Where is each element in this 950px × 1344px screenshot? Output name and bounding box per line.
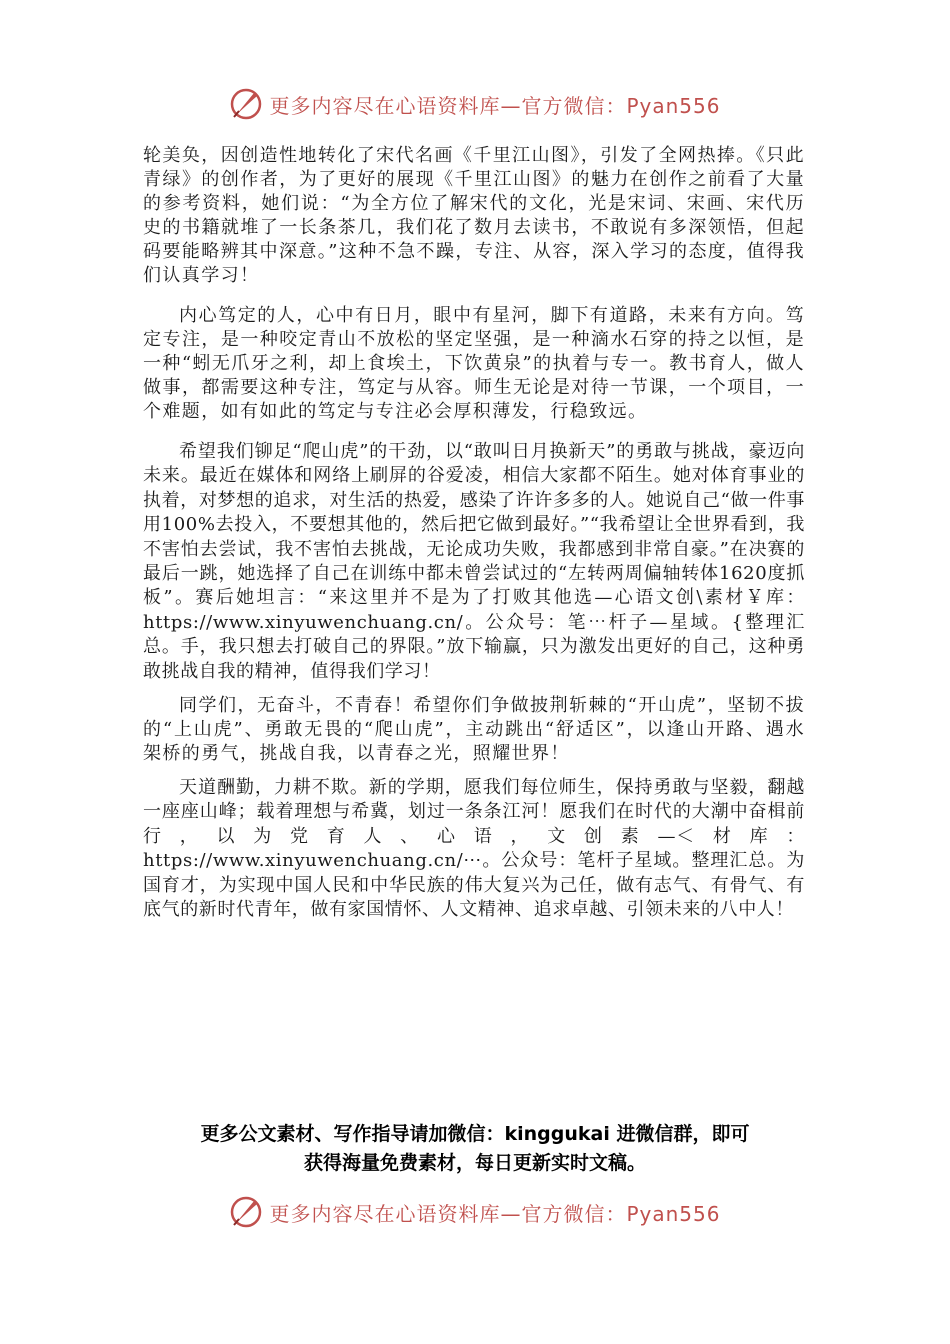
quill-logo-icon [229, 87, 263, 121]
paragraph-4: 同学们，无奋斗，不青春！希望你们争做披荆斩棘的“开山虎”，坚韧不拔的“上山虎”、勇敢无畏的“爬山虎”，主动跳出“舒适区”，以逢山开路、遇水架桥的勇气，挑战自我，以青春之光，照耀世界！ [143, 695, 805, 765]
paragraph-2: 内心笃定的人，心中有日月，眼中有星河，脚下有道路，未来有方向。笃定专注，是一种咬定青山不放松的坚定坚强，是一种滴水石穿的持之以恒，是一种“蚓无爪牙之利，却上食埃土，下饮黄泉”的执着与专一。教书育人，做人做事，都需要这种专注，笃定与从容。师生无论是对待一节课，一个项目，一个难题，如有如此的笃定与专注必会厚积薄发，行稳致远。 [143, 305, 805, 422]
quill-logo-icon [229, 1195, 263, 1229]
footer-banner [0, 1192, 950, 1232]
article-body [143, 144, 805, 933]
paragraph-3: 希望我们铆足“爬山虎”的干劲，以“敢叫日月换新天”的勇敢与挑战，豪迈向未来。最近在媒体和网络上刷屏的谷爱凌，相信大家都不陌生。她对体育事业的执着，对梦想的追求，对生活的热爱，感染了许许多多的人。她说自己“做一件事用100%去投入，不要想其他的，然后把它做到最好。”“我希望让全世界看到，我不害怕去尝试，我不害怕去挑战，无论成功失败，我都感到非常自豪。”在决赛的最后一跳，她选择了自己在训练中都未曾尝试过的“左转两周偏轴转体1620度抓板”。赛后她坦言：“来这里并不是为了打败其他选—心语文创\素材￥库：https://www.xinyuwenchuang.cn/。公众号：笔⋯杆子—星域。{整理汇总。手，我只想去打破自己的界限。”放下输赢，只为激发出更好的自己，这种勇敢挑战自我的精神，值得我们学习！ [143, 441, 805, 682]
header-banner [0, 84, 950, 124]
footer-note-line-1: 更多公文素材、写作指导请加微信：kinggukai 进微信群，即可 [200, 1123, 750, 1145]
paragraph-5: 天道酬勤，力耕不欺。新的学期，愿我们每位师生，保持勇敢与坚毅，翻越一座座山峰；载着理想与希冀，划过一条条江河！愿我们在时代的大潮中奋楫前行，以为党育人、心语，文创素—＜材库：https://www.xinyuwenchuang.cn/⋯。公众号：笔杆子星域。整理汇总。为国育才，为实现中国人民和中华民族的伟大复兴为己任，做有志气、有骨气、有底气的新时代青年，做有家国情怀、人文精神、追求卓越、引领未来的八中人！ [143, 777, 805, 921]
header-banner-text: 更多内容尽在心语资料库—官方微信：Pyan556 [269, 93, 721, 118]
footer-note-line-2: 获得海量免费素材，每日更新实时文稿。 [303, 1152, 646, 1174]
paragraph-1: 轮美奂，因创造性地转化了宋代名画《千里江山图》，引发了全网热捧。《只此青绿》的创作者，为了更好的展现《千里江山图》的魅力在创作之前看了大量的参考资料，她们说：“为全方位了解宋代的文化，光是宋词、宋画、宋代历史的书籍就堆了一长条茶几，我们花了数月去读书，不敢说有多深领悟，但起码要能略辨其中深意。”这种不急不躁，专注、从容，深入学习的态度，值得我们认真学习！ [143, 145, 805, 286]
footer-banner-text: 更多内容尽在心语资料库—官方微信：Pyan556 [269, 1201, 721, 1226]
footer-note [100, 1120, 850, 1178]
